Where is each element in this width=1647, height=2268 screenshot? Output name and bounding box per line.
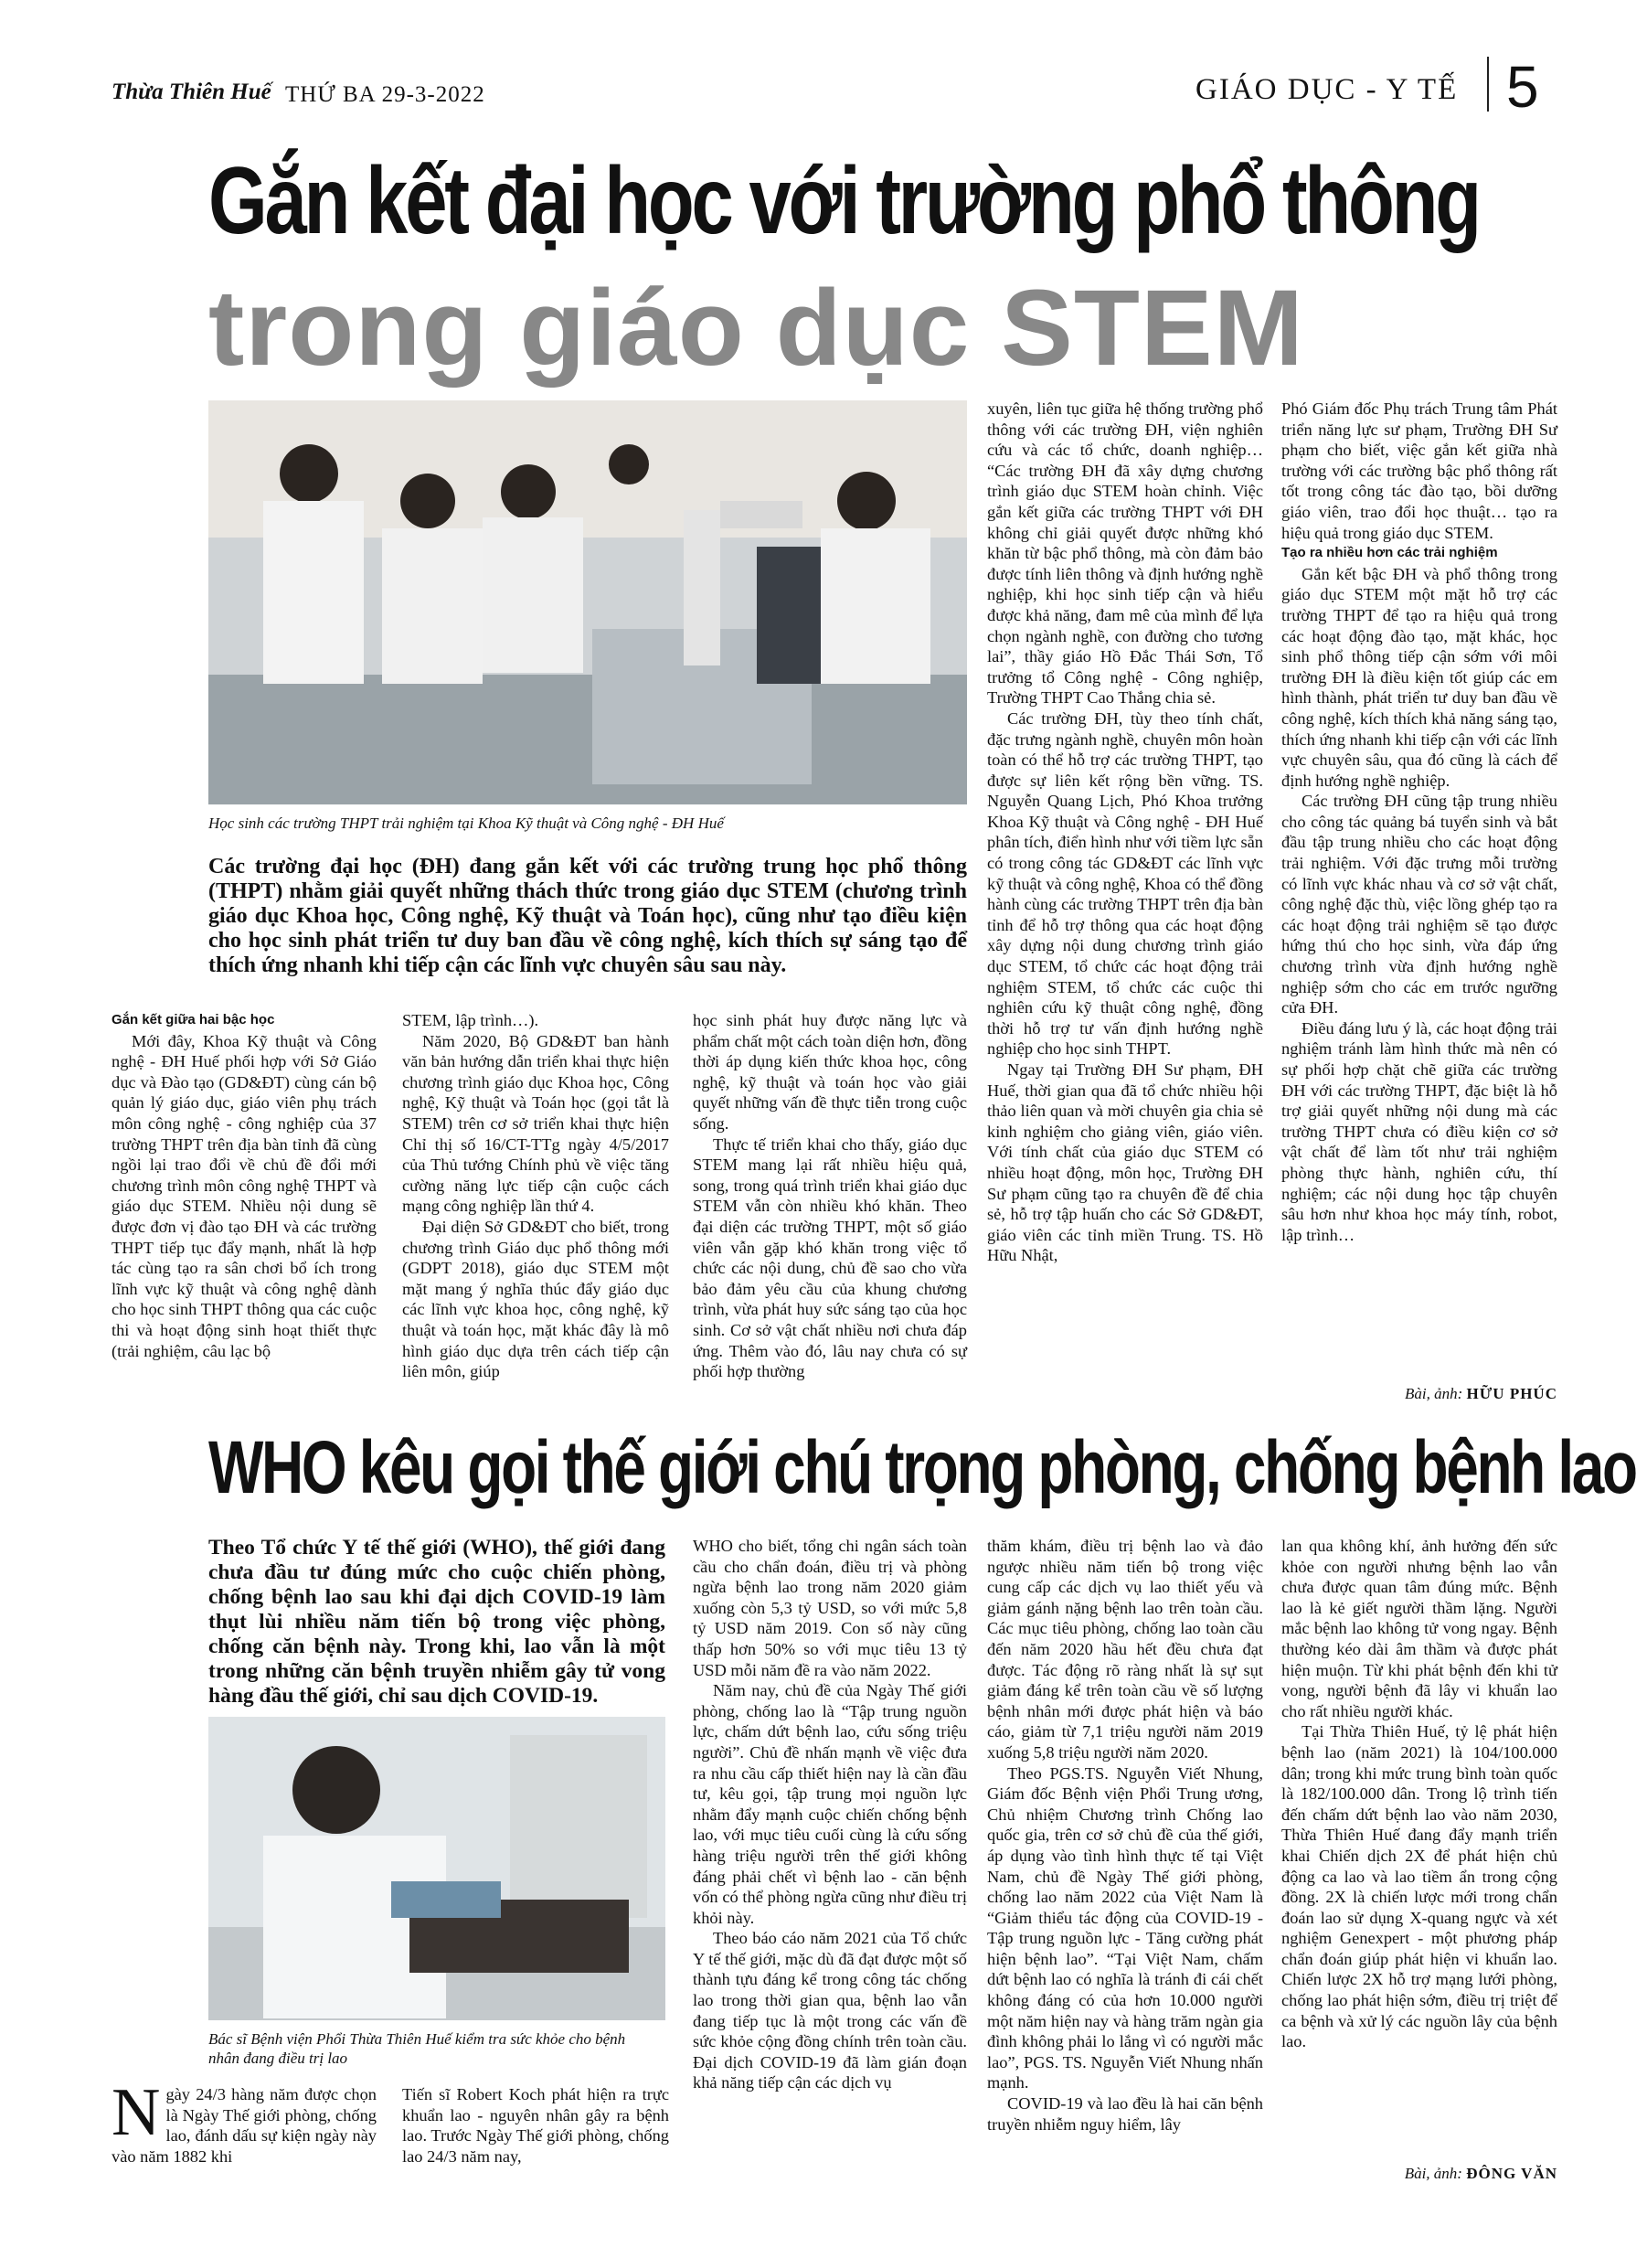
paragraph: Thực tế triển khai cho thấy, giáo dục STEM mang lại rất nhiều hiệu quả, song, trong quá trình triển khai giáo dục STEM vẫn còn nhiều khó khăn. Theo đại diện các trường THPT, một số giáo viên vẫn gặp khó khăn trong việc tổ chức các nội dung, chủ đề sao cho vừa bảo đảm yêu cầu của khung chương trình, vừa phát huy sức sáng tạo của học sinh. Cơ sở vật chất nhiều nơi chưa đáp ứng. Thêm vào đó, lâu nay chưa có sự phối hợp thường xyxy=(693,1134,967,1381)
article1-title-line2: trong giáo dục STEM xyxy=(208,268,1304,389)
article2-title: WHO kêu gọi thế giới chú trọng phòng, chống bệnh lao xyxy=(208,1426,1636,1509)
paragraph: lan qua không khí, ảnh hưởng đến sức khỏe con người nhưng bệnh lao vẫn chưa được quan tâm đúng mức. Bệnh lao là kẻ giết người thầm lặng. Người mắc bệnh lao không tử vong ngay. Bệnh thường kéo dài âm thầm và được phát hiện muộn. Từ khi phát bệnh đến khi tử vong, người bệnh đã lây vi khuẩn lao cho rất nhiều người khác. xyxy=(1281,1537,1557,1720)
article2-photo-caption: Bác sĩ Bệnh viện Phổi Thừa Thiên Huế kiểm tra sức khỏe cho bệnh nhân đang điều trị lao xyxy=(208,2030,626,2068)
article1-column-1 xyxy=(112,1010,377,1361)
paragraph: Các trường ĐH cũng tập trung nhiều cho công tác quảng bá tuyển sinh và bắt đầu tập trung nhiều cho các hoạt động trải nghiệm. Với đặc trưng mỗi trường có lĩnh vực khác nhau và cơ sở vật chất, công nghệ đặc thù, việc lồng ghép tạo ra các hoạt động trải nghiệm sẽ tạo được hứng thú cho học sinh, vừa đáp ứng chương trình vừa định hướng nghề nghiệp sớm cho các em trước ngưỡng cửa ĐH. xyxy=(1281,792,1557,1017)
paragraph: Mới đây, Khoa Kỹ thuật và Công nghệ - ĐH Huế phối hợp với Sở Giáo dục và Đào tạo (GD&ĐT) cùng cán bộ quản lý giáo dục, giáo viên phụ trách môn công nghệ - công nghiệp của 37 trường THPT trên địa bàn tỉnh đã cùng ngồi lại trao đổi về chủ đề đổi mới chương trình môn công nghệ THPT và giáo dục STEM. Nhiều nội dung sẽ được đơn vị đào tạo ĐH và các trường THPT tiếp tục đẩy mạnh, nhất là hợp tác cùng tạo ra sân chơi bổ ích trong lĩnh vực kỹ thuật và công nghệ dành cho học sinh THPT thông qua các cuộc thi và hoạt động sinh hoạt thiết thực (trải nghiệm, câu lạc bộ xyxy=(112,1031,377,1360)
paragraph: Theo PGS.TS. Nguyễn Viết Nhung, Giám đốc Bệnh viện Phổi Trung ương, Chủ nhiệm Chương trình Chống lao quốc gia, trên cơ sở chủ đề của thế giới, áp dụng vào tình hình thực tế tại Việt Nam, chủ đề Ngày Thế giới phòng, chống lao năm 2022 của Việt Nam là “Giảm thiểu tác động của COVID-19 - Tập trung nguồn lực - Tăng cường phát hiện bệnh lao”. “Tại Việt Nam, chấm dứt bệnh lao có nghĩa là tránh đi cái chết không đáng có của hơn 10.000 người một năm hiện nay và hàng trăm ngàn gia đình không phải lo lắng vì có người mắc lao”, PGS. TS. Nguyễn Viết Nhung nhấn mạnh. xyxy=(987,1763,1263,2092)
section-name: GIÁO DỤC - Y TẾ xyxy=(1195,73,1459,106)
article2-column-1 xyxy=(112,2075,377,2167)
paragraph: Gắn kết bậc ĐH và phổ thông trong giáo dục STEM một mặt hỗ trợ các trường THPT để tạo ra hiệu quả trong các hoạt động đào tạo, mặt khác, học sinh phổ thông tiếp cận sớm với môi trường ĐH là điều kiện tốt giúp các em hình thành, phát triển tư duy ban đầu về công nghệ, kích thích khả năng sáng tạo, thích ứng nhanh khi tiếp cận với các lĩnh vực chuyên sâu, qua đó cũng là cách để định hướng nghề nghiệp. xyxy=(1281,564,1557,790)
students-robot-lab-photo xyxy=(208,400,967,804)
article1-title-line1: Gắn kết đại học với trường phổ thông xyxy=(208,148,1479,254)
paragraph: Ngay tại Trường ĐH Sư phạm, ĐH Huế, thời gian qua đã tổ chức nhiều hội thảo liên quan và mời chuyên gia chia sẻ kinh nghiệm cho giảng viên, giáo viên. Với tính chất của giáo dục STEM có nhiều hoạt động, môn học, Trường ĐH Sư phạm cũng tạo ra chuyên đề để chia sẻ, hỗ trợ tập huấn cho các Sở GD&ĐT, giáo viên các tỉnh miền Trung. TS. Hồ Hữu Nhật, xyxy=(987,1060,1263,1265)
article1-photo-caption: Học sinh các trường THPT trải nghiệm tại Khoa Kỹ thuật và Công nghệ - ĐH Huế xyxy=(208,815,724,832)
byline-prefix: Bài, ảnh: xyxy=(1405,1385,1463,1402)
article1-column-4 xyxy=(987,399,1263,1266)
article1-lead: Các trường đại học (ĐH) đang gắn kết với các trường trung học phổ thông (THPT) nhằm giải quyết những thách thức trong giáo dục STEM (chương trình giáo dục Khoa học, Công nghệ, Kỹ thuật và Toán học), cũng như tạo điều kiện cho học sinh phát triển tư duy ban đầu về công nghệ, kích thích sự sáng tạo để thích ứng nhanh khi tiếp cận các lĩnh vực chuyên sâu sau này. xyxy=(208,855,967,977)
article1-column-5 xyxy=(1281,399,1557,1245)
byline-author: ĐÔNG VĂN xyxy=(1466,2165,1557,2182)
paragraph: học sinh phát huy được năng lực và phẩm chất một cách toàn diện hơn, đồng thời áp dụng kiến thức khoa học, công nghệ, kỹ thuật và toán học vào giải quyết những vấn đề thực tiễn trong cuộc sống. xyxy=(693,1011,967,1133)
paragraph: Năm nay, chủ đề của Ngày Thế giới phòng, chống lao là “Tập trung nguồn lực, chấm dứt bệnh lao, cứu sống triệu người”. Chủ đề nhấn mạnh về việc đưa ra nhu cầu cấp thiết hiện nay là cần đầu tư, kêu gọi, tập trung mọi nguồn lực nhằm đẩy mạnh cuộc chiến chống bệnh lao, với mục tiêu cuối cùng là cứu sống hàng triệu người trên thế giới không đáng phải chết vì bệnh lao - căn bệnh vốn có thể phòng ngừa cũng như điều trị khỏi này. xyxy=(693,1681,967,1927)
paragraph: Các trường ĐH, tùy theo tính chất, đặc trưng ngành nghề, chuyên môn hoàn toàn có thể hỗ trợ các trường THPT, tạo được sự liên kết rộng bền vững. TS. Nguyễn Quang Lịch, Phó Khoa trưởng Khoa Kỹ thuật và Công nghệ - ĐH Huế phân tích, điển hình như với tiềm lực sẵn có trong công tác GD&ĐT các lĩnh vực kỹ thuật và công nghệ, Khoa có thể đồng hành cùng các trường THPT trên địa bàn tỉnh để hỗ trợ thông qua các hoạt động xây dựng nội dung chương trình giáo dục STEM, tổ chức các hoạt động trải nghiệm STEM, tổ chức các cuộc thi nghiên cứu kỹ thuật công nghệ, đồng thời hỗ trợ tư vấn định hướng nghề nghiệp cho học sinh THPT. xyxy=(987,708,1263,1059)
newspaper-name: Thừa Thiên Huế xyxy=(112,80,271,104)
article2-column-5 xyxy=(1281,1536,1557,2052)
issue-date: THỨ BA 29-3-2022 xyxy=(285,82,485,107)
paragraph: xuyên, liên tục giữa hệ thống trường phổ thông với các trường ĐH, viện nghiên cứu và các tổ chức, doanh nghiệp… “Các trường ĐH đã xây dựng chương trình giáo dục STEM hoàn chỉnh. Việc gắn kết giữa các trường THPT với ĐH không chỉ giải quyết được những khó khăn từ bậc phổ thông, mà còn đảm bảo được tính liên thông và định hướng nghề nghiệp, khi học sinh tiếp cận và hiểu được khả năng, đam mê của mình để lựa chọn ngành nghề, con đường cho tương lai”, thầy giáo Hồ Đắc Thái Sơn, Tổ trưởng tổ Công nghệ - Công nghiệp, Trường THPT Cao Thắng chia sẻ. xyxy=(987,399,1263,708)
article2-column-3 xyxy=(693,1536,967,2093)
page-number: 5 xyxy=(1506,54,1539,120)
article2-column-2 xyxy=(402,2084,669,2167)
paragraph: gày 24/3 hàng năm được chọn là Ngày Thế giới phòng, chống lao, đánh dấu sự kiện ngày này vào năm 1882 khi xyxy=(112,2085,377,2166)
article2-byline xyxy=(1281,2165,1557,2183)
paragraph: Phó Giám đốc Phụ trách Trung tâm Phát triển năng lực sư phạm, Trường ĐH Sư phạm cho biết, việc gắn kết giữa nhà trường với các trường bậc phổ thông rất tốt trong công tác đào tạo, bồi dưỡng giáo viên, trao đổi học thuật… tạo ra hiệu quả trong giáo dục STEM. xyxy=(1281,399,1557,542)
article1-byline xyxy=(1281,1385,1557,1403)
drop-cap: N xyxy=(112,2075,161,2150)
header-divider xyxy=(1487,57,1489,112)
byline-author: HỮU PHÚC xyxy=(1466,1385,1557,1402)
article2-lead: Theo Tổ chức Y tế thế giới (WHO), thế giới đang chưa đầu tư đúng mức cho cuộc chiến phòng, chống bệnh lao sau khi đại dịch COVID-19 làm thụt lùi nhiều năm tiến bộ trong việc phòng, chống căn bệnh này. Trong khi, lao vẫn là một trong những căn bệnh truyền nhiễm gây tử vong hàng đầu thế giới, chỉ sau dịch COVID-19. xyxy=(208,1536,665,1708)
paragraph: COVID-19 và lao đều là hai căn bệnh truyền nhiễm nguy hiểm, lây xyxy=(987,2094,1263,2134)
paragraph: STEM, lập trình…). xyxy=(402,1011,539,1029)
paragraph: Điều đáng lưu ý là, các hoạt động trải nghiệm tránh làm hình thức mà nên có sự phối hợp chặt chẽ giữa các trường ĐH với các trường THPT, đặc biệt là hỗ trợ giải quyết những nội dung mà các trường THPT chưa có điều kiện cơ sở vật chất để làm tốt như trải nghiệm phòng thực hành, nghiên cứu, thí nghiệm; các nội dung học tập chuyên sâu hơn như khoa học máy tính, robot, lập trình… xyxy=(1281,1018,1557,1244)
byline-prefix: Bài, ảnh: xyxy=(1404,2165,1462,2182)
paragraph: Đại diện Sở GD&ĐT cho biết, trong chương trình Giáo dục phổ thông mới (GDPT 2018), giáo dục STEM một mặt mang ý nghĩa thúc đẩy giáo dục các lĩnh vực khoa học, công nghệ, kỹ thuật và toán học, mặt khác đây là mô hình giáo dục dựa trên cách tiếp cận liên môn, giúp xyxy=(402,1217,669,1381)
paragraph: Theo báo cáo năm 2021 của Tổ chức Y tế thế giới, mặc dù đã đạt được một số thành tựu đáng kể trong công tác chống lao trong thời gian qua, bệnh lao vẫn đang tiếp tục là một trong các vấn đề sức khỏe cộng đồng chính trên toàn cầu. Đại dịch COVID-19 đã làm gián đoạn khả năng tiếp cận các dịch vụ xyxy=(693,1929,967,2092)
doctor-patient-photo xyxy=(208,1717,665,2020)
subheading: Tạo ra nhiều hơn các trải nghiệm xyxy=(1281,545,1498,561)
paragraph: thăm khám, điều trị bệnh lao và đảo ngược nhiều năm tiến bộ trong việc cung cấp các dịch vụ lao thiết yếu và giảm gánh nặng bệnh lao trên toàn cầu. Các mục tiêu phòng, chống lao toàn cầu đến năm 2020 hầu hết đều chưa đạt được. Tác động rõ ràng nhất là sự sụt giảm đáng kể trên toàn cầu về số lượng bệnh nhân mới được phát hiện và báo cáo, giảm từ 7,1 triệu người năm 2019 xuống 5,8 triệu người năm 2020. xyxy=(987,1537,1263,1762)
article2-photo xyxy=(208,1717,665,2020)
article1-column-2 xyxy=(402,1010,669,1382)
paragraph: Tiến sĩ Robert Koch phát hiện ra trực khuẩn lao - nguyên nhân gây ra bệnh lao. Trước Ngày Thế giới phòng, chống lao 24/3 năm nay, xyxy=(402,2085,669,2166)
article1-column-3 xyxy=(693,1010,967,1382)
paragraph: WHO cho biết, tổng chi ngân sách toàn cầu cho chẩn đoán, điều trị và phòng ngừa bệnh lao trong năm 2020 giảm xuống còn 5,3 tỷ USD, so với mức 5,8 tỷ USD năm 2019. Con số này cũng thấp hơn 50% so với mục tiêu 13 tỷ USD mỗi năm đề ra vào năm 2022. xyxy=(693,1537,967,1679)
article1-photo xyxy=(208,400,967,804)
article2-column-4 xyxy=(987,1536,1263,2135)
subheading: Gắn kết giữa hai bậc học xyxy=(112,1012,275,1028)
paragraph: Tại Thừa Thiên Huế, tỷ lệ phát hiện bệnh lao (năm 2021) là 104/100.000 dân; trong khi mức trung bình toàn quốc là 182/100.000 dân. Trong lộ trình tiến đến chấm dứt bệnh lao vào năm 2030, Thừa Thiên Huế đang đẩy mạnh triển khai Chiến dịch 2X để phát hiện chủ động ca lao và lao tiềm ẩn trong cộng đồng. 2X là chiến lược mới trong chẩn đoán lao sử dụng X-quang ngực và xét nghiệm Genexpert - một phương pháp chẩn đoán giúp phát hiện vi khuẩn lao. Chiến lược 2X hỗ trợ mạng lưới phòng, chống lao phát hiện sớm, điều trị triệt để ca bệnh và xử lý các nguồn lây của bệnh lao. xyxy=(1281,1722,1557,2051)
paragraph: Năm 2020, Bộ GD&ĐT ban hành văn bản hướng dẫn triển khai thực hiện chương trình giáo dục Khoa học, Công nghệ, Kỹ thuật và Toán học (gọi tắt là STEM) trên cơ sở triển khai thực hiện Chỉ thị số 16/CT-TTg ngày 4/5/2017 của Thủ tướng Chính phủ về việc tăng cường năng lực tiếp cận cuộc cách mạng công nghiệp lần thứ 4. xyxy=(402,1031,669,1216)
